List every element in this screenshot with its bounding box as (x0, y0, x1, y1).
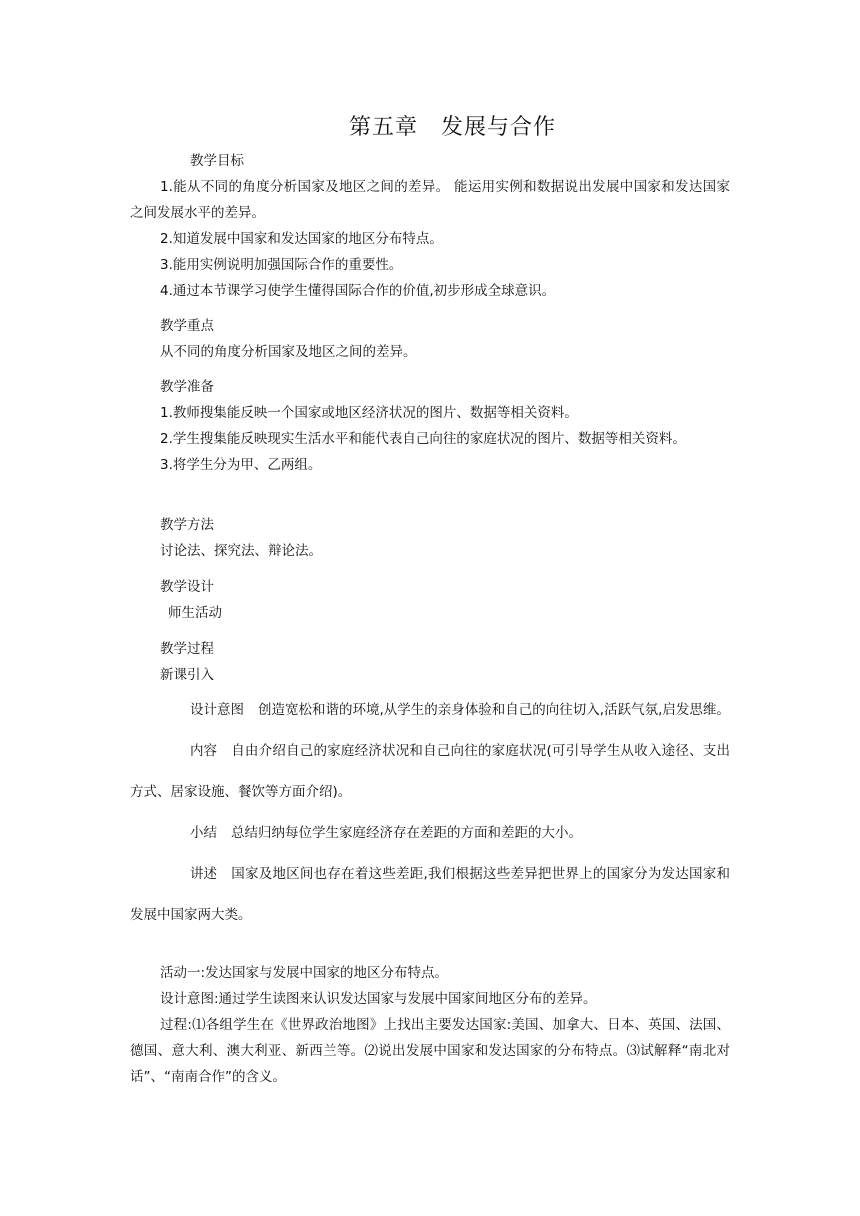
method-heading: 教学方法 (160, 517, 214, 533)
activity-intent: 设计意图:通过学生读图来认识发达国家与发展中国家间地区分布的差异。 (160, 991, 597, 1007)
process-section (130, 636, 730, 688)
design-text: 师生活动 (168, 605, 222, 621)
process-row (130, 854, 730, 936)
chapter-title: 第五章 发展与合作 (348, 115, 556, 140)
row-term: 小结 (190, 825, 217, 841)
preparation-item: 2.学生搜集能反映现实生活水平和能代表自己向往的家庭状况的图片、数据等相关资料。 (160, 431, 686, 447)
design-section (130, 574, 730, 626)
preparation-item: 3.将学生分为甲、乙两组。 (160, 457, 322, 473)
goal-item: 2.知道发展中国家和发达国家的地区分布特点。 (160, 231, 443, 247)
activity-section (130, 960, 730, 1090)
process-heading: 教学过程 (160, 641, 214, 657)
preparation-section (130, 374, 730, 478)
goals-section (130, 148, 730, 304)
key-point-heading: 教学重点 (160, 318, 214, 334)
goal-item: 4.通过本节课学习使学生懂得国际合作的价值,初步形成全球意识。 (160, 283, 556, 299)
activity-process: 过程:⑴各组学生在《世界政治地图》上找出主要发达国家:美国、加拿大、日本、英国、法国、德国、意大利、澳大利亚、新西兰等。⑵说出发展中国家和发达国家的分布特点。⑶试解释“南北对话”、“南南合作”的含义。 (130, 1017, 730, 1085)
process-intro: 新课引入 (160, 667, 214, 683)
design-heading: 教学设计 (160, 579, 214, 595)
preparation-heading: 教学准备 (160, 379, 214, 395)
process-row (130, 731, 730, 813)
row-text: 创造宽松和谐的环境,从学生的亲身体验和自己的向往切入,活跃气氛,启发思维。 (258, 702, 730, 718)
goals-heading: 教学目标 (190, 153, 244, 169)
row-text: 国家及地区间也存在着这些差距,我们根据这些差异把世界上的国家分为发达国家和发展中国家两大类。 (130, 866, 730, 923)
method-text: 讨论法、探究法、辩论法。 (160, 543, 322, 559)
row-term: 设计意图 (190, 702, 244, 718)
goal-item: 3.能用实例说明加强国际合作的重要性。 (160, 257, 403, 273)
goal-item: 1.能从不同的角度分析国家及地区之间的差异。 能运用实例和数据说出发展中国家和发达国家之间发展水平的差异。 (130, 179, 730, 221)
preparation-item: 1.教师搜集能反映一个国家或地区经济状况的图片、数据等相关资料。 (160, 405, 578, 421)
process-rows (130, 690, 730, 936)
activity-title: 活动一:发达国家与发展中国家的地区分布特点。 (160, 965, 449, 981)
row-text: 自由介绍自己的家庭经济状况和自己向往的家庭状况(可引导学生从收入途径、支出方式、居家设施、餐饮等方面介绍)。 (130, 743, 730, 800)
key-point-section (130, 313, 730, 365)
process-row (130, 813, 730, 854)
row-text: 总结归纳每位学生家庭经济存在差距的方面和差距的大小。 (231, 825, 582, 841)
row-term: 内容 (190, 743, 217, 759)
key-point-text: 从不同的角度分析国家及地区之间的差异。 (160, 344, 417, 360)
row-term: 讲述 (190, 866, 217, 882)
method-section (130, 512, 730, 564)
process-row (130, 690, 730, 731)
